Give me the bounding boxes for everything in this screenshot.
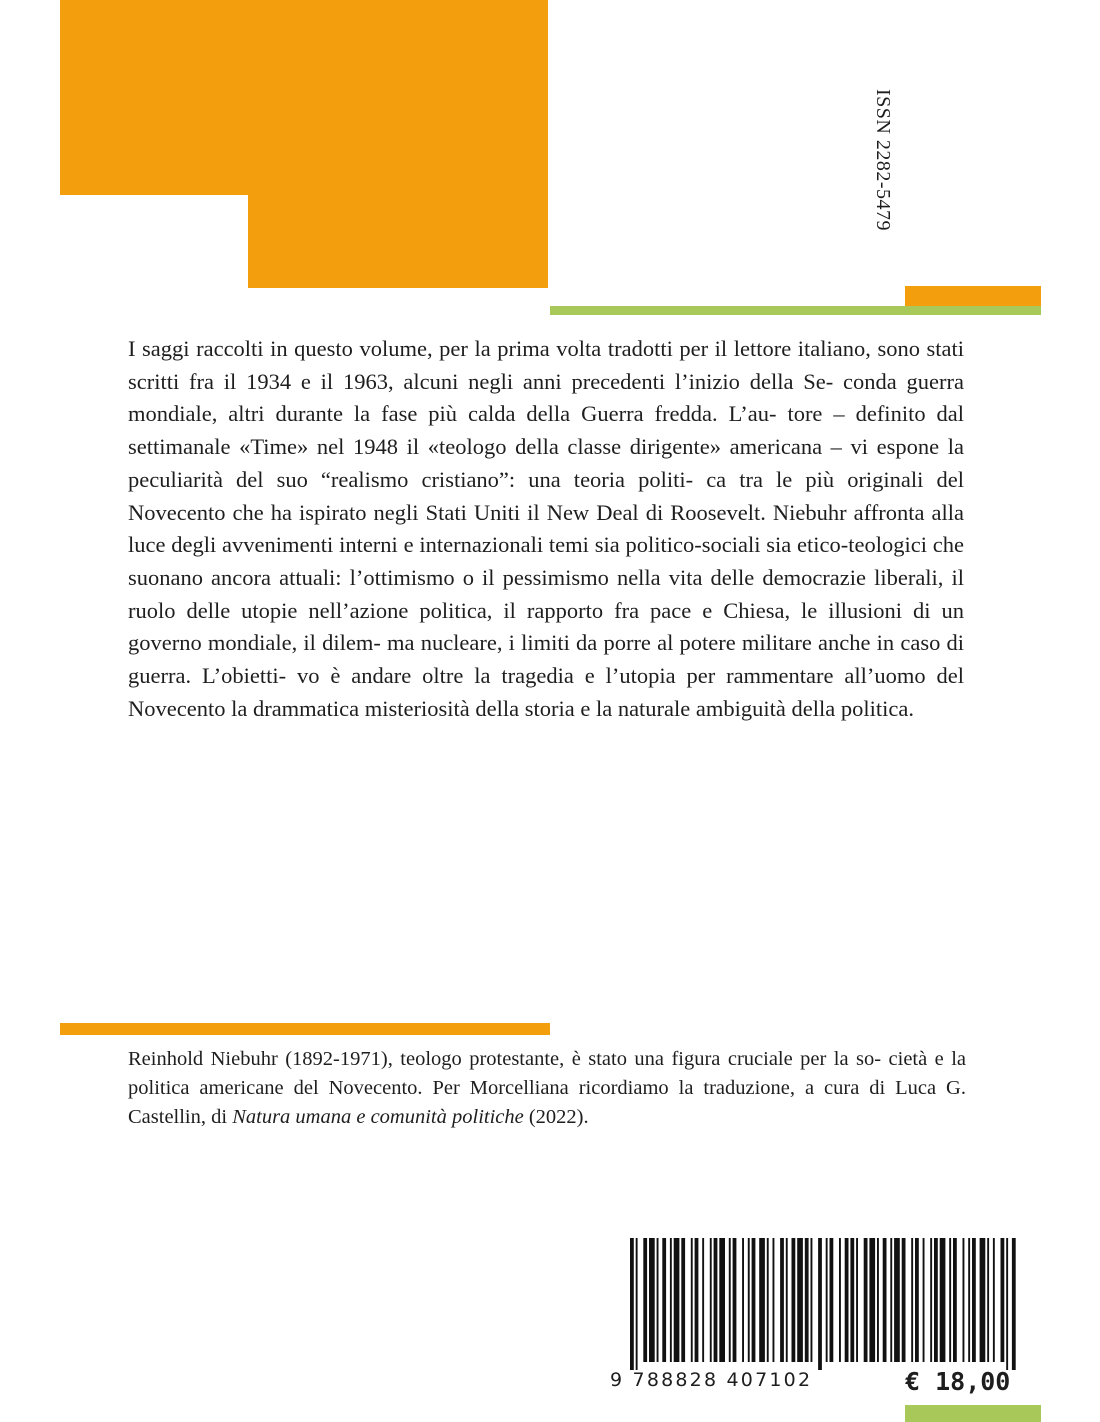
- barcode-bar: [972, 1238, 976, 1362]
- issn-label: ISSN 2282-5479: [872, 88, 894, 231]
- blurb-line: drammatica misteriosità della storia e la naturale ambiguità della politica.: [252, 695, 914, 721]
- barcode-bar: [826, 1238, 828, 1362]
- barcode-bar: [702, 1238, 704, 1362]
- blurb-line: sono stati scritti fra il 1934 e il 1963, alcuni negli anni precedenti l’inizio della Se-: [128, 336, 964, 394]
- green-rule-top: [550, 306, 1041, 315]
- orange-block-corner: [905, 286, 1041, 306]
- barcode-bar: [729, 1238, 731, 1362]
- barcode-bar: [915, 1238, 919, 1362]
- author-bio: [128, 1045, 966, 1132]
- bio-line-1: Reinhold Niebuhr (1892-1971), teologo protestante, è stato una figura cruciale per la so-: [128, 1048, 882, 1070]
- blurb-line: di Roosevelt. Niebuhr affronta alla luce degli avvenimenti interni e internazionali: [128, 499, 964, 558]
- blurb-line: conda guerra mondiale, altri durante la fase più calda della Guerra fredda. L’au-: [128, 368, 964, 427]
- blurb-line: I saggi raccolti in questo volume, per la prima volta tradotti per il lettore italiano,: [128, 336, 871, 361]
- barcode-bar: [993, 1238, 995, 1362]
- barcode-bar: [681, 1238, 685, 1362]
- barcode-bar: [963, 1238, 965, 1362]
- barcode-bar: [742, 1238, 744, 1362]
- barcode-bar: [630, 1238, 634, 1370]
- barcode-bar: [662, 1238, 666, 1362]
- blurb-line: politica, il rapporto fra pace e Chiesa, le illusioni di un governo mondiale, il dilem-: [128, 597, 964, 656]
- barcode-bar: [748, 1238, 750, 1362]
- barcode-bar: [786, 1238, 788, 1362]
- barcode-bar: [752, 1238, 756, 1362]
- barcode-bar: [883, 1238, 887, 1362]
- barcode-bar: [657, 1238, 659, 1362]
- barcode-bar: [940, 1238, 946, 1362]
- barcode-bar: [934, 1238, 938, 1362]
- barcode-bar: [811, 1238, 813, 1362]
- blurb-line: vo è andare oltre la tragedia e l’utopia per rammentare all’uomo del Novecento la: [128, 663, 965, 721]
- orange-rule-bio: [60, 1023, 550, 1035]
- barcode-bar: [930, 1238, 932, 1362]
- barcode-bar: [953, 1238, 957, 1362]
- barcode-bar: [911, 1238, 913, 1362]
- book-title: Natura umana e comunità politiche: [232, 1106, 524, 1128]
- barcode-bar: [949, 1238, 951, 1362]
- barcode-bar: [733, 1238, 737, 1362]
- barcode-bar: [864, 1238, 868, 1362]
- barcode-bar: [839, 1238, 841, 1362]
- back-cover-blurb: [128, 333, 964, 725]
- barcode-bar: [968, 1238, 970, 1362]
- barcode-bar: [1001, 1238, 1005, 1362]
- barcode-bar: [845, 1238, 849, 1362]
- barcode-bar: [695, 1238, 699, 1362]
- blurb-line: americana – vi espone la peculiarità del suo “realismo cristiano”: una teoria politi-: [128, 434, 964, 492]
- barcode-bar: [797, 1238, 803, 1362]
- barcode-bar: [890, 1238, 892, 1362]
- barcode-bar: [805, 1238, 809, 1362]
- barcode-bar: [980, 1238, 986, 1362]
- barcode-bar: [869, 1238, 875, 1362]
- barcode-bar: [719, 1238, 725, 1362]
- barcode-bar: [767, 1238, 769, 1362]
- barcode-bar: [643, 1238, 647, 1362]
- barcode-bar: [674, 1238, 680, 1362]
- barcode-bar: [894, 1238, 900, 1362]
- barcode-bar: [856, 1238, 858, 1362]
- barcode-bar: [691, 1238, 693, 1362]
- barcode-bar: [714, 1238, 718, 1362]
- barcode-bar: [710, 1238, 712, 1362]
- barcode-bar: [877, 1238, 879, 1362]
- green-rule-bottom: [905, 1405, 1041, 1422]
- blurb-line: ca tra le più originali del Novecento che ha ispirato negli Stati Uniti il New Deal: [128, 466, 964, 525]
- bio-line-3-after: (2022).: [523, 1106, 589, 1128]
- price-label: € 18,00: [905, 1367, 1011, 1396]
- barcode-bar: [670, 1238, 672, 1362]
- barcode-bar: [759, 1238, 765, 1362]
- barcode-bar: [780, 1238, 784, 1362]
- orange-block-top: [60, 0, 548, 195]
- blurb-line: ma nucleare, i limiti da porre al potere militare anche in caso di guerra. L’obietti-: [128, 630, 965, 689]
- orange-block-step: [248, 195, 548, 288]
- blurb-line: tore – definito dal settimanale «Time» nel 1948 il «teologo della classe dirigente»: [128, 401, 965, 460]
- barcode-number: 9 788828 407102: [610, 1369, 813, 1390]
- barcode-bar: [830, 1238, 834, 1362]
- blurb-line: o il pessimismo nella vita delle democrazie liberali, il ruolo delle utopie nell’azione: [128, 564, 964, 623]
- barcode-bar: [1006, 1238, 1008, 1370]
- barcode-bar: [636, 1238, 638, 1370]
- bio-line-3-before: cura di Luca G. Castellin, di: [128, 1077, 966, 1128]
- barcode-bar: [923, 1238, 925, 1362]
- isbn-barcode: [608, 1230, 1028, 1390]
- bio-line-2: cietà e la politica americane del Novecento. Per Morcelliana ricordiamo la traduzione, a: [128, 1048, 966, 1099]
- barcode-bar: [773, 1238, 775, 1362]
- barcode-bar: [649, 1238, 655, 1362]
- barcode-bar: [902, 1238, 906, 1362]
- barcode-bar: [1012, 1238, 1016, 1370]
- blurb-line: temi sia politico-sociali sia etico-teologici che suonano ancora attuali: l’ottimismo: [128, 532, 965, 590]
- barcode-bar: [818, 1238, 822, 1370]
- barcode-bar: [850, 1238, 854, 1362]
- barcode-bar: [792, 1238, 796, 1362]
- barcode-bar: [987, 1238, 989, 1362]
